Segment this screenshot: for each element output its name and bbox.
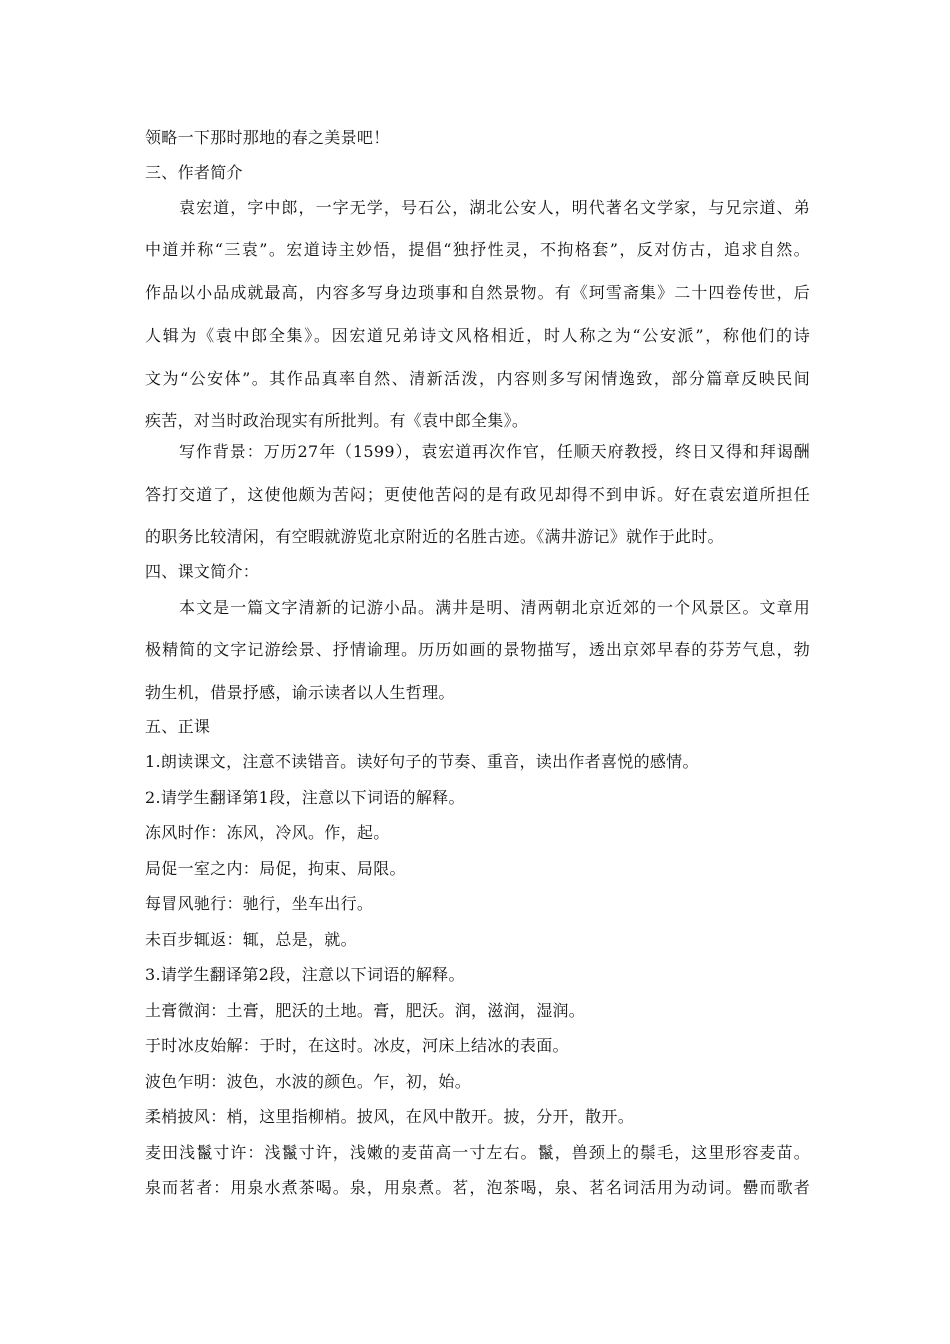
text-line: 答打交道了，这使他颇为苦闷；更使他苦闷的是有政见却得不到申诉。好在袁宏道所担任 bbox=[145, 485, 810, 504]
vocab-item: 局促一室之内：局促，拘束、局限。 bbox=[145, 859, 406, 878]
text-line: 袁宏道，字中郎，一字无学，号石公，湖北公安人，明代著名文学家，与兄宗道、弟 bbox=[179, 198, 810, 217]
list-item: 1.朗读课文，注意不读错音。读好句子的节奏、重音，读出作者喜悦的感情。 bbox=[145, 752, 699, 771]
section-heading-lesson: 五、正课 bbox=[145, 717, 211, 736]
text-line: 勃生机，借景抒感，谕示读者以人生哲理。 bbox=[145, 683, 455, 702]
list-item: 3.请学生翻译第2段，注意以下词语的解释。 bbox=[145, 965, 465, 984]
text-line: 作品以小品成就最高，内容多写身边琐事和自然景物。有《珂雪斋集》二十四卷传世，后 bbox=[145, 283, 810, 302]
text-line: 人辑为《袁中郎全集》。因宏道兄弟诗文风格相近，时人称之为“公安派”，称他们的诗 bbox=[145, 326, 810, 345]
text-line: 中道并称“三袁”。宏道诗主妙悟，提倡“独抒性灵，不拘格套”，反对仿古，追求自然。 bbox=[145, 240, 810, 259]
vocab-item: 泉而茗者：用泉水煮茶喝。泉，用泉煮。茗，泡茶喝，泉、茗名词活用为动词。罍而歌者 bbox=[145, 1178, 810, 1197]
vocab-item: 波色乍明：波色，水波的颜色。乍，初，始。 bbox=[145, 1072, 472, 1091]
text-line: 文为“公安体”。其作品真率自然、清新活泼，内容则多写闲情逸致，部分篇章反映民间 bbox=[145, 369, 810, 388]
text-line: 疾苦，对当时政治现实有所批判。有《袁中郎全集》。 bbox=[145, 411, 529, 430]
vocab-item: 麦田浅鬣寸许：浅鬣寸许，浅嫩的麦苗高一寸左右。鬣，兽颈上的鬃毛，这里形容麦苗。 bbox=[145, 1143, 810, 1162]
vocab-item: 每冒风驰行：驰行，坐车出行。 bbox=[145, 894, 374, 913]
text-line: 领略一下那时那地的春之美景吧！ bbox=[145, 128, 390, 147]
text-line: 极精简的文字记游绘景、抒情谕理。历历如画的景物描写，透出京郊早春的芬芳气息，勃 bbox=[145, 640, 810, 659]
section-heading-author: 三、作者简介 bbox=[145, 163, 243, 182]
vocab-item: 未百步辄返：辄，总是，就。 bbox=[145, 930, 357, 949]
vocab-item: 柔梢披风：梢，这里指柳梢。披风，在风中散开。披，分开，散开。 bbox=[145, 1107, 635, 1126]
list-item: 2.请学生翻译第1段，注意以下词语的解释。 bbox=[145, 788, 465, 807]
vocab-item: 于时冰皮始解：于时，在这时。冰皮，河床上结冰的表面。 bbox=[145, 1036, 569, 1055]
vocab-item: 冻风时作：冻风，冷风。作，起。 bbox=[145, 823, 390, 842]
text-line: 写作背景：万历27年（1599），袁宏道再次作官，任顺天府教授，终日又得和拜谒酬 bbox=[179, 442, 810, 461]
vocab-item: 土膏微润：土膏，肥沃的土地。膏，肥沃。润，滋润，湿润。 bbox=[145, 1001, 586, 1020]
text-line: 本文是一篇文字清新的记游小品。满井是明、清两朝北京近郊的一个风景区。文章用 bbox=[179, 598, 810, 617]
section-heading-text-intro: 四、课文简介： bbox=[145, 562, 260, 581]
text-line: 的职务比较清闲，有空暇就游览北京附近的名胜古迹。《满井游记》就作于此时。 bbox=[145, 527, 724, 546]
